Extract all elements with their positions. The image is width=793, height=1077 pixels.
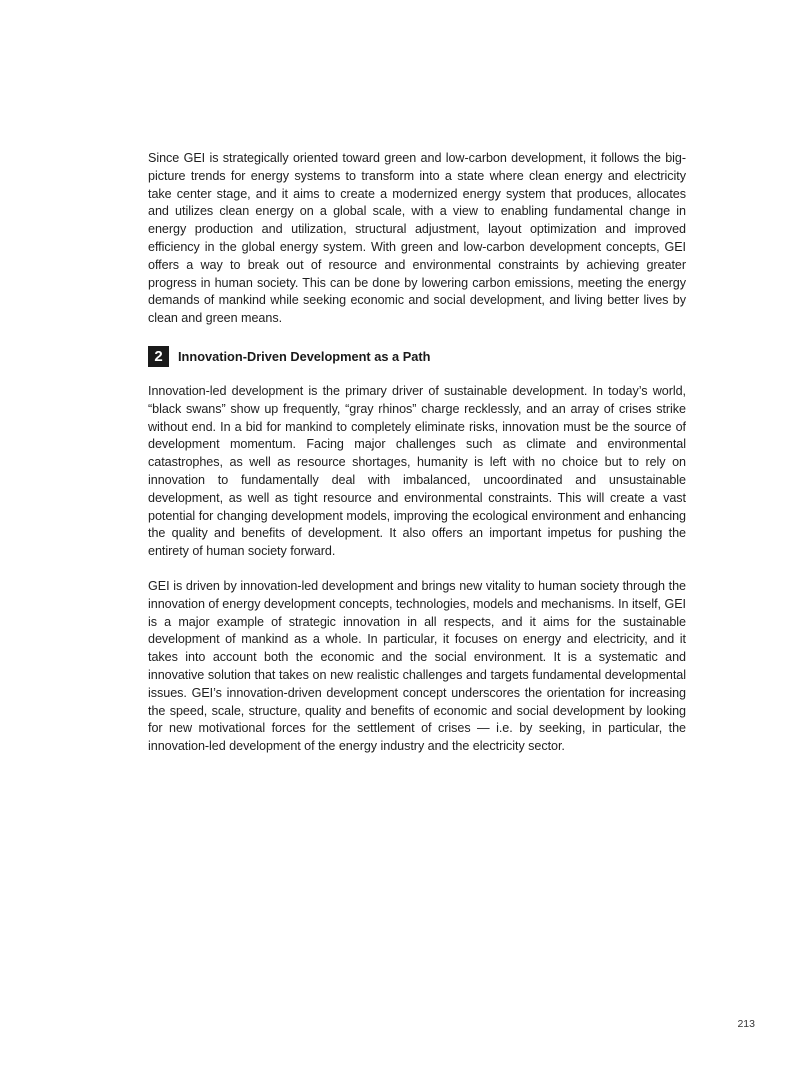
section-title: Innovation-Driven Development as a Path: [178, 349, 431, 365]
innovation-paragraph-2: GEI is driven by innovation-led development and brings new vitality to human society through the innovation of energy development concepts, technologies, models and mechanisms. In itself, GEI is a major example of strategic innovation in all respects, and it aims for the sustainable development of mankind as a whole. In particular, it focuses on energy and electricity, and it takes into account both the economic and the social environment. It is a systematic and innovative solution that takes on new realistic challenges and targets fundamental developmental issues. GEI’s innovation-driven development concept underscores the orientation for increasing the speed, scale, structure, quality and benefits of economic and social development by looking for new motivational forces for the settlement of crises — i.e. by seeking, in particular, the innovation-led development of the energy industry and the electricity sector.: [148, 578, 686, 754]
intro-paragraph: Since GEI is strategically oriented toward green and low-carbon development, it follows the big-picture trends for energy systems to transform into a state where clean energy and electricity take center stage, and it aims to create a modernized energy system that produces, allocates and utilizes clean energy on a global scale, with a view to enabling fundamental change in energy production and utilization, structural adjustment, layout optimization and improved efficiency in the global energy system. With green and low-carbon development concepts, GEI offers a way to break out of resource and environmental constraints by achieving greater progress in human society. This can be done by lowering carbon emissions, meeting the energy demands of mankind while seeking economic and social development, and living better lives by clean and green means.: [148, 151, 686, 326]
page-content: [148, 150, 686, 756]
innovation-paragraph-1: Innovation-led development is the primary driver of sustainable development. In today’s world, “black swans” show up frequently, “gray rhinos” charge recklessly, and an array of crises strike without end. In a bid for mankind to completely eliminate risks, innovation must be the source of development momentum. Facing major challenges such as climate and environmental catastrophes, as well as resource shortages, humanity is left with no choice but to rely on innovation to fundamentally deal with imbalanced, uncoordinated and unsustainable development, as well as tight resource and environmental constraints. This will create a vast potential for changing development models, improving the ecological environment and enhancing the quality and benefits of development. It also offers an important impetus for pushing the entirety of human society forward.: [148, 383, 686, 559]
section-heading: [148, 346, 686, 368]
page-number: 213: [737, 1018, 755, 1030]
paragraph-spacer: [148, 561, 686, 578]
section-number-badge: 2: [148, 346, 169, 367]
